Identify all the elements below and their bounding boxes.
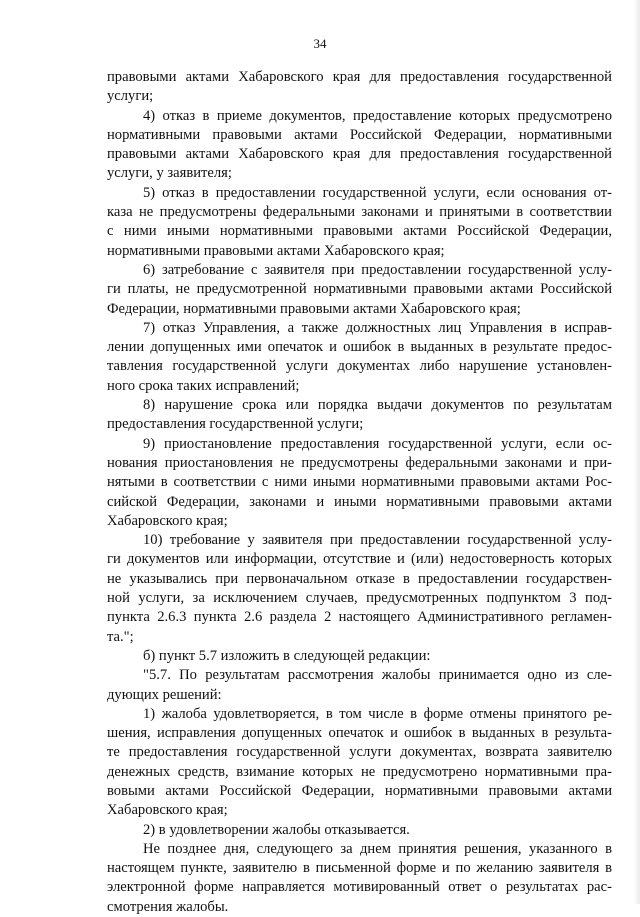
text-line: "5.7. По результатам рассмотрения жалобы принимается одно из сле- xyxy=(143,667,612,684)
text-line: услуги; xyxy=(107,88,154,105)
text-line: Хабаровского края; xyxy=(107,802,228,819)
text-line: 10) требование у заявителя при предоставлении государственной услу- xyxy=(143,532,612,549)
text-line: та."; xyxy=(107,628,134,645)
page-number: 34 xyxy=(313,36,327,51)
text-line: сийской Федерации, законами и иными нормативными правовыми актами xyxy=(107,493,612,510)
text-line: те предоставления государственной услуги документах, возврата заявителю xyxy=(107,744,612,761)
document-body xyxy=(107,68,612,917)
text-line: 5) отказ в предоставлении государственной услуги, если основания от- xyxy=(143,184,612,201)
text-line: лении допущенных ими опечаток и ошибок в выданных в результате предос- xyxy=(107,339,612,356)
text-line: нования приостановления не предусмотрены федеральными законами и при- xyxy=(107,454,612,471)
text-line: пункта 2.6.3 пункта 2.6 раздела 2 настоящего Административного регламен- xyxy=(107,609,612,626)
text-line: предоставления государственной услуги; xyxy=(107,416,364,433)
text-line: 8) нарушение срока или порядка выдачи документов по результатам xyxy=(143,397,612,414)
text-line: 4) отказ в приеме документов, предоставление которых предусмотрено xyxy=(143,107,612,124)
text-line: 9) приостановление предоставления государственной услуги, если ос- xyxy=(143,435,612,452)
text-line: электронной форме направляется мотивированный ответ о результатах рас- xyxy=(107,879,612,896)
text-line: не указывались при первоначальном отказе в предоставлении государствен- xyxy=(107,570,612,587)
page-edge-shadow xyxy=(634,0,640,904)
text-line: дующих решений: xyxy=(107,686,222,703)
text-line: ги документов или информации, отсутствие и (или) недостоверность которых xyxy=(107,551,612,568)
text-line: нормативными правовыми актами Хабаровского края; xyxy=(107,242,445,259)
text-line: шения, исправления допущенных опечаток и ошибок в выданных в результа- xyxy=(107,725,612,742)
text-line: Хабаровского края; xyxy=(107,512,228,529)
text-line: 2) в удовлетворении жалобы отказывается. xyxy=(143,821,410,838)
text-line: 6) затребование с заявителя при предоставлении государственной услу- xyxy=(143,261,612,278)
text-line: правовыми актами Хабаровского края для предоставления государственной xyxy=(107,146,612,163)
text-line: ного срока таких исправлений; xyxy=(107,377,300,394)
text-line: б) пункт 5.7 изложить в следующей редакции: xyxy=(143,647,431,664)
text-line: 1) жалоба удовлетворяется, в том числе в форме отмены принятого ре- xyxy=(143,705,612,722)
text-line: настоящем пункте, заявителю в письменной форме и по желанию заявителя в xyxy=(107,860,612,877)
text-line: каза не предусмотрены федеральными законами и принятыми в соответствии xyxy=(107,204,612,221)
text-line: Не позднее дня, следующего за днем принятия решения, указанного в xyxy=(143,840,612,857)
text-line: тавления государственной услуги документах либо нарушение установлен- xyxy=(107,358,612,375)
text-line: вовыми актами Российской Федерации, нормативными правовыми актами xyxy=(107,782,612,799)
text-line: услуги, у заявителя; xyxy=(107,165,232,182)
text-line: ги платы, не предусмотренной нормативными правовыми актами Российской xyxy=(107,281,612,298)
text-line: смотрения жалобы. xyxy=(107,898,229,915)
text-line: 7) отказ Управления, а также должностных лиц Управления в исправ- xyxy=(143,319,612,336)
text-line: денежных средств, взимание которых не предусмотрено нормативными пра- xyxy=(107,763,612,780)
text-line: правовыми актами Хабаровского края для предоставления государственной xyxy=(107,69,612,85)
text-line: Федерации, нормативными правовыми актами Хабаровского края; xyxy=(107,300,521,317)
text-line: с ними иными нормативными правовыми актами Российской Федерации, xyxy=(107,223,612,240)
text-line: нормативными правовыми актами Российской Федерации, нормативными xyxy=(107,126,612,143)
text-line: ной услуги, за исключением случаев, предусмотренных подпунктом 3 под- xyxy=(107,590,612,607)
text-line: нятыми в соответствии с ними иными нормативными правовыми актами Рос- xyxy=(107,474,612,491)
